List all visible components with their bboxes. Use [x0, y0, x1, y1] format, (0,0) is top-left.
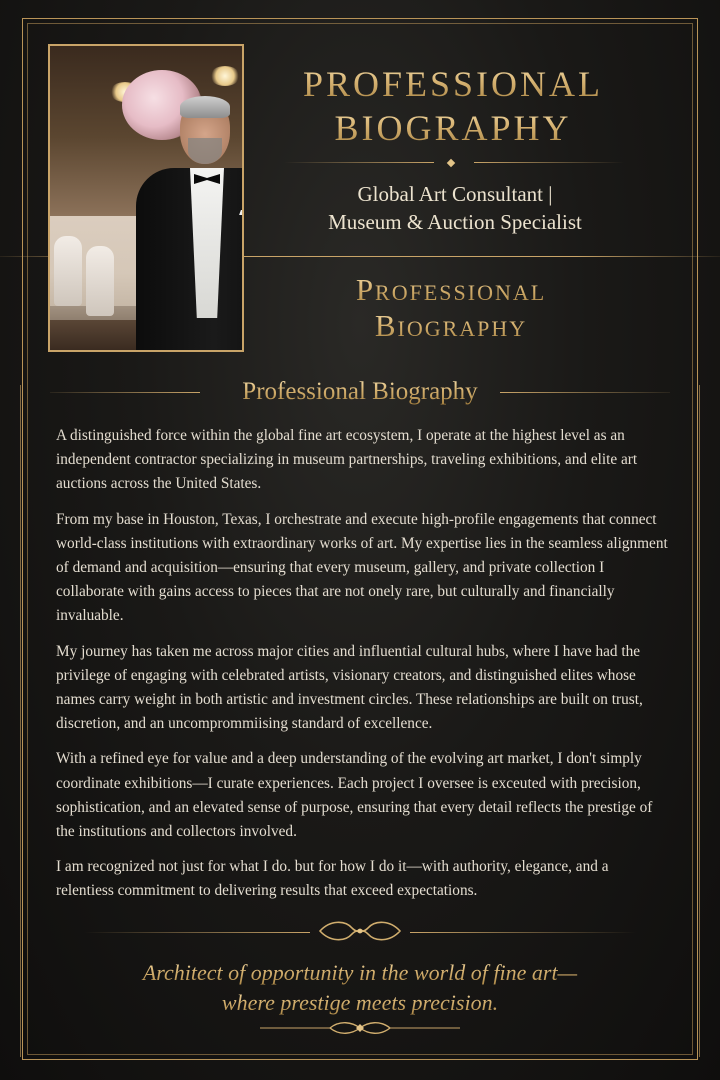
title-ornament-divider — [284, 160, 624, 166]
divider-line-left — [84, 932, 310, 933]
chandelier-light — [210, 66, 240, 86]
closing-tagline: Architect of opportunity in the world of fine art— where prestige meets precision. — [60, 958, 660, 1018]
role-subtitle: Global Art Consultant | Museum & Auction Specialist — [328, 182, 582, 234]
banquet-chair — [54, 236, 82, 306]
bio-paragraph: My journey has taken me across major cities and influential cultural hubs, where I have had the privilege of engaging with celebrated artists, visionary creators, and distinguished elites whose names carry weight in both artistic and investment circles. These relationships are built on trust, discretion, and an uncomprommiising standard of excellence. — [56, 642, 643, 733]
banquet-chair — [86, 246, 114, 316]
secondary-title: Professional Biography — [266, 272, 636, 344]
bio-paragraph: I am recognized not just for what I do. but for how I do it—with authority, elegance, and a relentiess commitment to delivering results that exceed expectations. — [56, 858, 609, 900]
bio-paragraph: With a refined eye for value and a deep understanding of the evolving art market, I don't simply coordinate exhibitions—I curate experiences. Each project I oversee is exceuted with precision, sophistication, and an elevated sense of purpose, ensuring that every detail reflects the prestige of the institutions and collectors involved. — [56, 750, 653, 841]
bottom-flourish-icon — [260, 1018, 460, 1038]
pocket-square — [239, 210, 244, 215]
portrait-photo — [48, 44, 244, 352]
flourish-ornament-icon — [310, 918, 410, 944]
main-title: PROFESSIONAL BIOGRAPHY — [258, 62, 648, 150]
divider-line-right — [410, 932, 636, 933]
biography-text — [56, 424, 670, 915]
man-in-tuxedo — [136, 98, 244, 352]
bio-paragraph: A distinguished force within the global fine art ecosystem, I operate at the highest level as an independent contractor specializing in museum partnerships, traveling exhibitions, and elite art auctions across the United States. — [56, 427, 638, 493]
bio-paragraph: From my base in Houston, Texas, I orchestrate and execute high-profile engagements that connect world-class institutions with extraordinary works of art. My expertise lies in the seamless alignment of demand and acquisition—ensuring that every museum, gallery, and private collection I collaborate with gains access to pieces that are not onely rare, but culturally and financially invaluable. — [56, 510, 668, 625]
section-heading: Professional Biography — [242, 378, 478, 405]
